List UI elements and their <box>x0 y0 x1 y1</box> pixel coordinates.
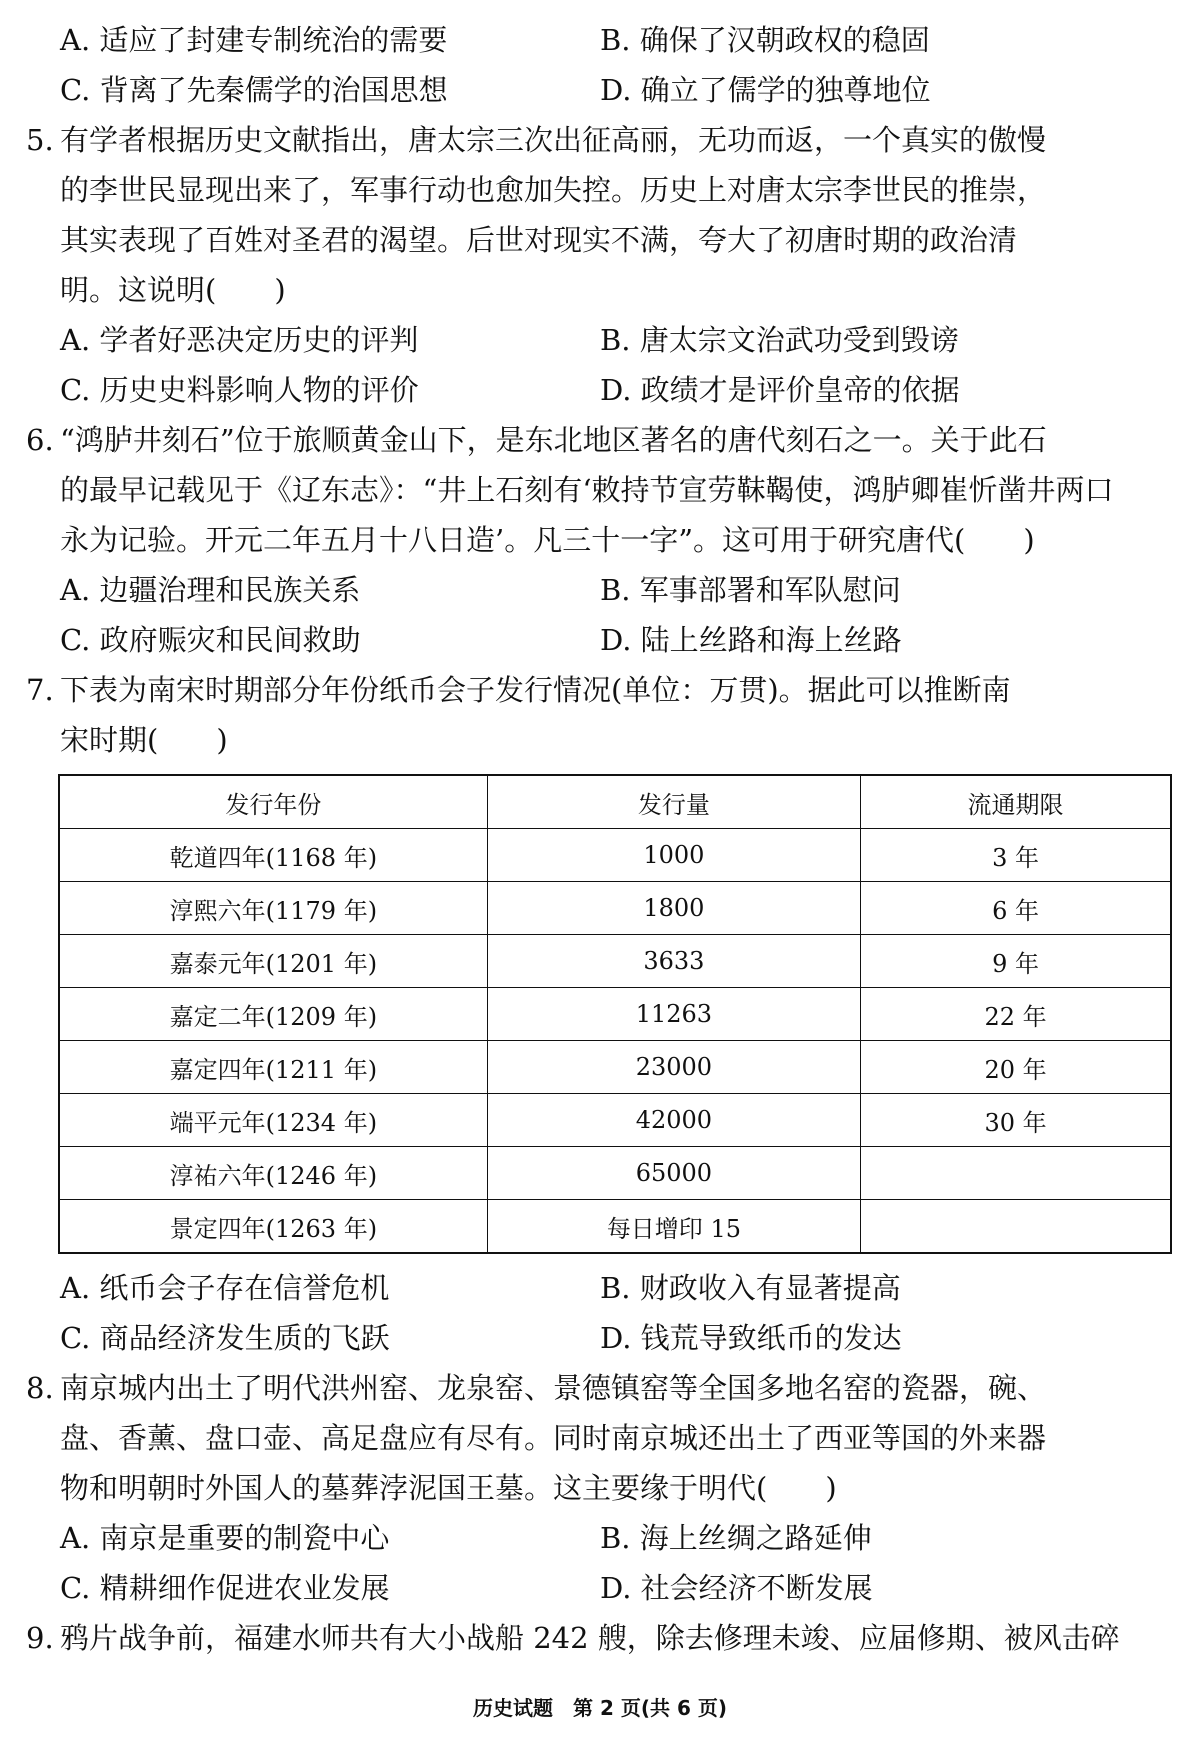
q5-stem-line: 的李世民显现出来了，军事行动也愈加失控。历史上对唐太宗李世民的推崇， <box>60 173 1047 207</box>
cell-year: 嘉泰元年(1201 年) <box>59 935 487 988</box>
q5-option-c: C. 历史史料影响人物的评价 <box>60 373 419 407</box>
cell-amount: 1000 <box>487 829 860 882</box>
q6-option-d: D. 陆上丝路和海上丝路 <box>600 623 902 657</box>
cell-year: 嘉定四年(1211 年) <box>59 1041 487 1094</box>
header-issue-amount: 发行量 <box>487 775 860 829</box>
cell-amount: 65000 <box>487 1147 860 1200</box>
q8-number: 8. <box>26 1371 54 1405</box>
cell-year: 端平元年(1234 年) <box>59 1094 487 1147</box>
q9-stem-line: 鸦片战争前，福建水师共有大小战船 242 艘，除去修理未竣、应届修期、被风击碎 <box>60 1621 1120 1655</box>
q5-stem-line: 明。这说明( ) <box>60 273 286 307</box>
q8-option-c: C. 精耕细作促进农业发展 <box>60 1571 390 1605</box>
q7-stem-line: 宋时期( ) <box>60 723 228 757</box>
q5-number: 5. <box>26 123 54 157</box>
q8-option-b: B. 海上丝绸之路延伸 <box>600 1521 872 1555</box>
cell-year: 景定四年(1263 年) <box>59 1200 487 1254</box>
q6-option-c: C. 政府赈灾和民间救助 <box>60 623 361 657</box>
table-header-row <box>59 775 1171 829</box>
q5-stem-line: 有学者根据历史文献指出，唐太宗三次出征高丽，无功而返，一个真实的傲慢 <box>60 123 1047 157</box>
table-row <box>59 1200 1171 1254</box>
q7-stem-line: 下表为南宋时期部分年份纸币会子发行情况(单位：万贯)。据此可以推断南 <box>60 673 1011 707</box>
header-issue-year: 发行年份 <box>59 775 487 829</box>
q8-stem-line: 盘、香薰、盘口壶、高足盘应有尽有。同时南京城还出土了西亚等国的外来器 <box>60 1421 1047 1455</box>
cell-period <box>861 1147 1171 1200</box>
cell-amount: 3633 <box>487 935 860 988</box>
cell-amount: 每日增印 15 <box>487 1200 860 1254</box>
q8-option-d: D. 社会经济不断发展 <box>600 1571 873 1605</box>
q6-number: 6. <box>26 423 54 457</box>
q7-option-a: A. 纸币会子存在信誉危机 <box>60 1271 390 1305</box>
cell-amount: 23000 <box>487 1041 860 1094</box>
table-row <box>59 829 1171 882</box>
table-row <box>59 1041 1171 1094</box>
cell-period: 30 年 <box>861 1094 1171 1147</box>
header-circulation-period: 流通期限 <box>861 775 1171 829</box>
q6-stem-line: 永为记验。开元二年五月十八日造’。凡三十一字”。这可用于研究唐代( ) <box>60 523 1035 557</box>
cell-year: 淳熙六年(1179 年) <box>59 882 487 935</box>
cell-period: 3 年 <box>861 829 1171 882</box>
cell-amount: 42000 <box>487 1094 860 1147</box>
q6-stem-line: 的最早记载见于《辽东志》：“井上石刻有‘敕持节宣劳靺鞨使，鸿胪卿崔忻凿井两口 <box>60 473 1114 507</box>
cell-period: 20 年 <box>861 1041 1171 1094</box>
q8-stem-line: 南京城内出土了明代洪州窑、龙泉窑、景德镇窑等全国多地名窑的瓷器，碗、 <box>60 1371 1047 1405</box>
cell-year: 嘉定二年(1209 年) <box>59 988 487 1041</box>
cell-year: 乾道四年(1168 年) <box>59 829 487 882</box>
page-footer: 历史试题 第 2 页(共 6 页) <box>473 1696 727 1720</box>
table-row <box>59 1147 1171 1200</box>
q8-option-a: A. 南京是重要的制瓷中心 <box>60 1521 390 1555</box>
q5-option-b: B. 唐太宗文治武功受到毁谤 <box>600 323 959 357</box>
q9-number: 9. <box>26 1621 54 1655</box>
cell-period: 9 年 <box>861 935 1171 988</box>
q5-option-a: A. 学者好恶决定历史的评判 <box>60 323 419 357</box>
q4-option-d: D. 确立了儒学的独尊地位 <box>600 73 931 107</box>
q6-option-a: A. 边疆治理和民族关系 <box>60 573 361 607</box>
currency-issue-table <box>58 774 1172 1254</box>
cell-amount: 11263 <box>487 988 860 1041</box>
q7-option-d: D. 钱荒导致纸币的发达 <box>600 1321 902 1355</box>
q7-option-b: B. 财政收入有显著提高 <box>600 1271 901 1305</box>
q4-option-b: B. 确保了汉朝政权的稳固 <box>600 23 930 57</box>
q6-stem-line: “鸿胪井刻石”位于旅顺黄金山下，是东北地区著名的唐代刻石之一。关于此石 <box>60 423 1047 457</box>
cell-period: 6 年 <box>861 882 1171 935</box>
cell-period <box>861 1200 1171 1254</box>
q5-option-d: D. 政绩才是评价皇帝的依据 <box>600 373 960 407</box>
q7-option-c: C. 商品经济发生质的飞跃 <box>60 1321 390 1355</box>
q4-option-a: A. 适应了封建专制统治的需要 <box>60 23 448 57</box>
table-row <box>59 1094 1171 1147</box>
table-row <box>59 988 1171 1041</box>
q6-option-b: B. 军事部署和军队慰问 <box>600 573 901 607</box>
table-row <box>59 882 1171 935</box>
cell-period: 22 年 <box>861 988 1171 1041</box>
q8-stem-line: 物和明朝时外国人的墓葬浡泥国王墓。这主要缘于明代( ) <box>60 1471 837 1505</box>
q7-number: 7. <box>26 673 54 707</box>
cell-amount: 1800 <box>487 882 860 935</box>
table-row <box>59 935 1171 988</box>
q4-option-c: C. 背离了先秦儒学的治国思想 <box>60 73 448 107</box>
q5-stem-line: 其实表现了百姓对圣君的渴望。后世对现实不满，夸大了初唐时期的政治清 <box>60 223 1018 257</box>
cell-year: 淳祐六年(1246 年) <box>59 1147 487 1200</box>
